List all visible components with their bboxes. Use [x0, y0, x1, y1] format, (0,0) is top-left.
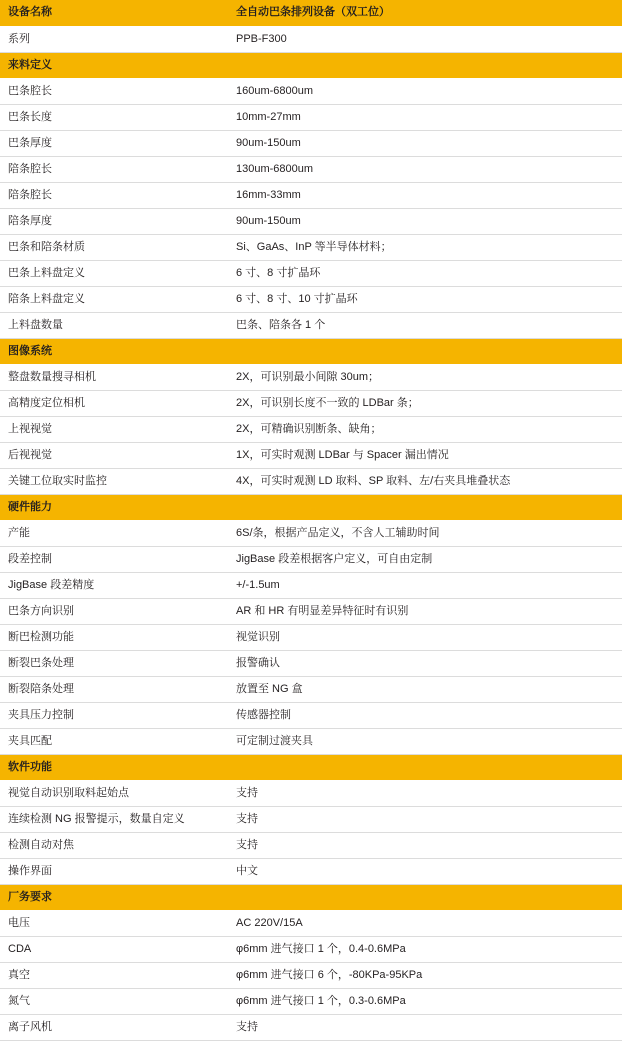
row-label: 电压: [0, 910, 228, 936]
row-value: 10mm-27mm: [228, 104, 622, 130]
row-label: 断裂陪条处理: [0, 676, 228, 702]
row-label: 后视视觉: [0, 442, 228, 468]
section-header-label: 厂务要求: [0, 884, 622, 910]
row-value: 6S/条，根据产品定义，不含人工辅助时间: [228, 520, 622, 546]
row-value: φ6mm 进气接口 6 个，-80KPa-95KPa: [228, 962, 622, 988]
row-value: 4X，可实时观测 LD 取料、SP 取料、左/右夹具堆叠状态: [228, 468, 622, 494]
row-label: 连续检测 NG 报警提示，数量自定义: [0, 806, 228, 832]
section-header-label: 来料定义: [0, 52, 622, 78]
row-label: 巴条和陪条材质: [0, 234, 228, 260]
row-value: 视觉识别: [228, 624, 622, 650]
table-row: [0, 208, 622, 234]
row-value: φ6mm 进气接口 1 个，0.4-0.6MPa: [228, 936, 622, 962]
section-header-label: 硬件能力: [0, 494, 622, 520]
section-header-row: [0, 754, 622, 780]
row-value: 130um-6800um: [228, 156, 622, 182]
row-value: 160um-6800um: [228, 78, 622, 104]
row-value: Si、GaAs、InP 等半导体材料；: [228, 234, 622, 260]
row-label: 系列: [0, 26, 228, 52]
table-row: [0, 182, 622, 208]
header-label-cell: 设备名称: [0, 0, 228, 26]
section-header-label: 图像系统: [0, 338, 622, 364]
table-row: [0, 728, 622, 754]
row-label: 断巴检测功能: [0, 624, 228, 650]
table-row: [0, 104, 622, 130]
table-row: [0, 312, 622, 338]
table-row: [0, 572, 622, 598]
table-row: [0, 676, 622, 702]
table-row: [0, 624, 622, 650]
row-label: 上料盘数量: [0, 312, 228, 338]
row-value: 传感器控制: [228, 702, 622, 728]
table-row: [0, 910, 622, 936]
section-header-label: 软件功能: [0, 754, 622, 780]
table-row: [0, 546, 622, 572]
row-label: 巴条厚度: [0, 130, 228, 156]
row-value: 90um-150um: [228, 130, 622, 156]
row-label: 巴条长度: [0, 104, 228, 130]
row-value: 2X，可识别最小间隙 30um；: [228, 364, 622, 390]
row-value: 支持: [228, 780, 622, 806]
row-label: 段差控制: [0, 546, 228, 572]
table-row: [0, 234, 622, 260]
row-label: 视觉自动识别取料起始点: [0, 780, 228, 806]
table-row: [0, 650, 622, 676]
row-label: 夹具压力控制: [0, 702, 228, 728]
table-row: [0, 26, 622, 52]
row-value: AC 220V/15A: [228, 910, 622, 936]
section-header-row: [0, 52, 622, 78]
row-value: 放置至 NG 盒: [228, 676, 622, 702]
row-value: 2X，可精确识别断条、缺角；: [228, 416, 622, 442]
row-value: 中文: [228, 858, 622, 884]
row-value: φ6mm 进气接口 1 个，0.3-0.6MPa: [228, 988, 622, 1014]
row-value: 6 寸、8 寸、10 寸扩晶环: [228, 286, 622, 312]
row-label: 陪条腔长: [0, 182, 228, 208]
header-value-cell: 全自动巴条排列设备（双工位）: [228, 0, 622, 26]
row-value: 2X，可识别长度不一致的 LDBar 条；: [228, 390, 622, 416]
table-row: [0, 260, 622, 286]
row-label: 关键工位取实时监控: [0, 468, 228, 494]
row-label: 巴条腔长: [0, 78, 228, 104]
row-label: CDA: [0, 936, 228, 962]
table-row: [0, 832, 622, 858]
row-label: 操作界面: [0, 858, 228, 884]
table-row: [0, 780, 622, 806]
section-header-row: [0, 338, 622, 364]
row-label: 真空: [0, 962, 228, 988]
table-row: [0, 442, 622, 468]
row-value: 可定制过渡夹具: [228, 728, 622, 754]
table-row: [0, 936, 622, 962]
row-value: AR 和 HR 有明显差异特征时有识别: [228, 598, 622, 624]
table-row: [0, 988, 622, 1014]
row-value: 巴条、陪条各 1 个: [228, 312, 622, 338]
row-value: 1X，可实时观测 LDBar 与 Spacer 漏出情况: [228, 442, 622, 468]
row-value: PPB-F300: [228, 26, 622, 52]
row-label: 断裂巴条处理: [0, 650, 228, 676]
table-row: [0, 156, 622, 182]
table-row: [0, 858, 622, 884]
table-row: [0, 416, 622, 442]
table-row: [0, 130, 622, 156]
row-value: JigBase 段差根据客户定义，可自由定制: [228, 546, 622, 572]
table-row: [0, 702, 622, 728]
table-row: [0, 468, 622, 494]
table-row: [0, 520, 622, 546]
row-label: 陪条上料盘定义: [0, 286, 228, 312]
table-row: [0, 78, 622, 104]
section-header-row: [0, 884, 622, 910]
row-value: 支持: [228, 1014, 622, 1040]
row-value: 90um-150um: [228, 208, 622, 234]
row-label: JigBase 段差精度: [0, 572, 228, 598]
row-label: 陪条厚度: [0, 208, 228, 234]
row-value: 报警确认: [228, 650, 622, 676]
table-row: [0, 806, 622, 832]
section-header-row: [0, 494, 622, 520]
row-value: 6 寸、8 寸扩晶环: [228, 260, 622, 286]
table-header-row: [0, 0, 622, 26]
row-value: +/-1.5um: [228, 572, 622, 598]
row-label: 巴条上料盘定义: [0, 260, 228, 286]
row-label: 氮气: [0, 988, 228, 1014]
row-label: 巴条方向识别: [0, 598, 228, 624]
row-label: 高精度定位相机: [0, 390, 228, 416]
row-value: 16mm-33mm: [228, 182, 622, 208]
row-label: 夹具匹配: [0, 728, 228, 754]
row-label: 检测自动对焦: [0, 832, 228, 858]
row-label: 离子风机: [0, 1014, 228, 1040]
table-row: [0, 962, 622, 988]
table-row: [0, 364, 622, 390]
row-label: 整盘数量搜寻相机: [0, 364, 228, 390]
row-label: 陪条腔长: [0, 156, 228, 182]
row-value: 支持: [228, 832, 622, 858]
row-label: 上视视觉: [0, 416, 228, 442]
table-row: [0, 390, 622, 416]
row-value: 支持: [228, 806, 622, 832]
table-row: [0, 286, 622, 312]
table-row: [0, 1014, 622, 1040]
row-label: 产能: [0, 520, 228, 546]
table-row: [0, 598, 622, 624]
